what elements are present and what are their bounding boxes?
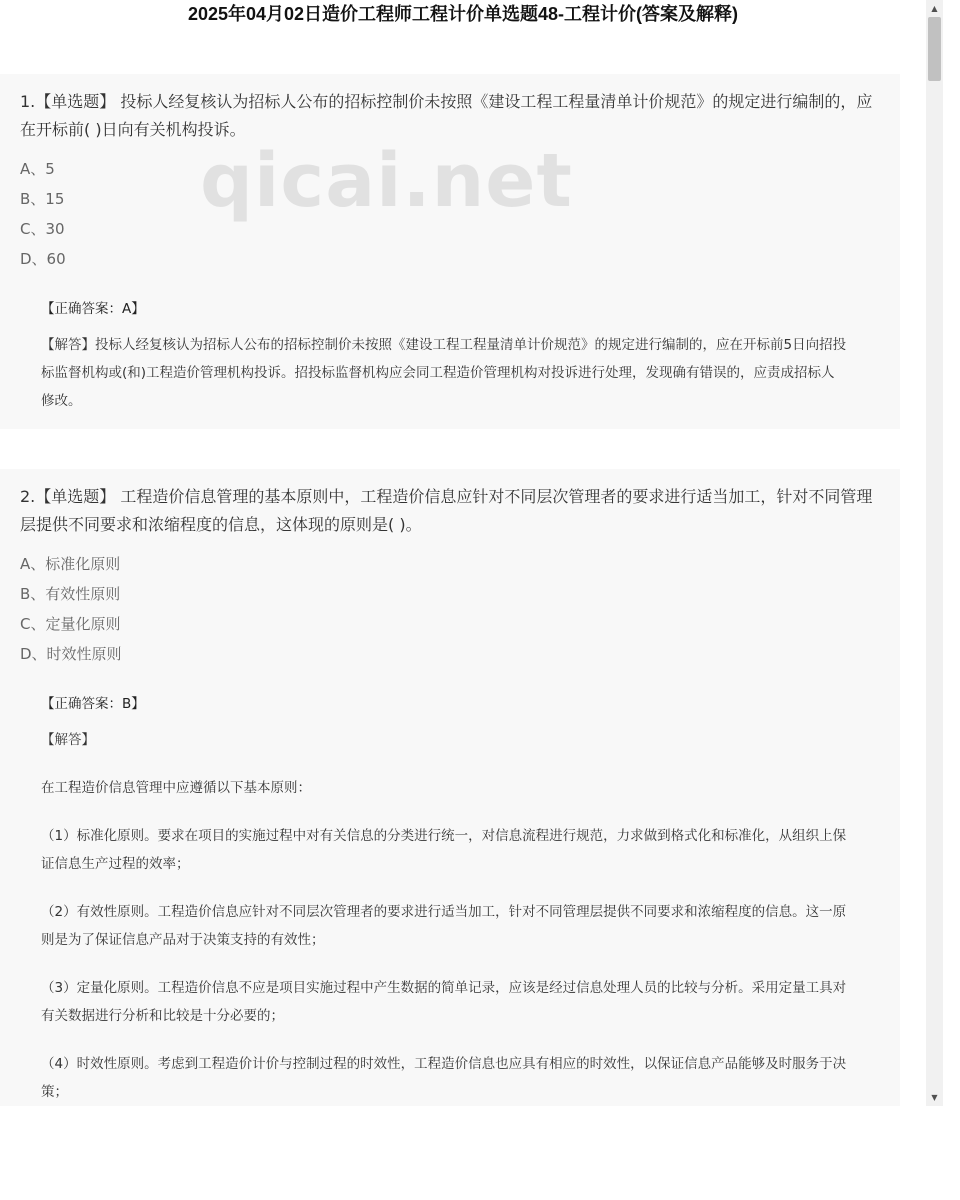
principle-line: （4）时效性原则。考虑到工程造价计价与控制过程的时效性，工程造价信息也应具有相应的时效性，以保证信息产品能够及时服务于决 [41, 1056, 847, 1072]
options-list [20, 154, 878, 274]
page-title: 2025年04月02日造价工程师工程计价单选题48-工程计价(答案及解释) [187, 4, 739, 24]
principle-line: 策； [41, 1084, 68, 1100]
question-card-1 [0, 74, 900, 429]
scroll-up-arrow-icon[interactable]: ▲ [931, 4, 938, 13]
explanation-line: 【解答】投标人经复核认为招标人公布的招标控制价未按照《建设工程工程量清单计价规范》的规定进行编制的，应在开标前5日向招投 [41, 337, 847, 353]
option-b[interactable]: B、有效性原则 [20, 585, 121, 603]
question-text-line-1: 投标人经复核认为招标人公布的招标控制价未按照《建设工程工程量清单计价规范》的规定进行编制的，应 [120, 92, 873, 111]
question-stem [20, 88, 878, 144]
principle-line: （2）有效性原则。工程造价信息应针对不同层次管理者的要求进行适当加工，针对不同管理层提供不同要求和浓缩程度的信息。这一原 [41, 904, 847, 920]
principle-line: 则是为了保证信息产品对于决策支持的有效性； [41, 932, 325, 948]
principle-quantification [41, 974, 878, 1030]
explanation-heading: 【解答】 [41, 732, 95, 748]
question-text-line-2: 层提供不同要求和浓缩程度的信息，这体现的原则是( )。 [20, 515, 422, 534]
option-b[interactable]: B、15 [20, 190, 65, 208]
principle-line: 证信息生产过程的效率； [41, 856, 190, 872]
principle-standardization [41, 822, 878, 878]
question-type: 【单选题】 [35, 92, 116, 111]
principle-line: 有关数据进行分析和比较是十分必要的； [41, 1008, 284, 1024]
explanation-line: 修改。 [41, 393, 82, 409]
question-type: 【单选题】 [35, 487, 116, 506]
option-a[interactable]: A、标准化原则 [20, 555, 121, 573]
question-number: 2. [20, 487, 36, 506]
explanation-intro: 在工程造价信息管理中应遵循以下基本原则： [41, 780, 311, 796]
correct-answer: 【正确答案：A】 [41, 301, 145, 317]
option-c[interactable]: C、30 [20, 220, 65, 238]
option-a[interactable]: A、5 [20, 160, 55, 178]
explanation-line: 标监督机构或(和)工程造价管理机构投诉。招投标监督机构应会同工程造价管理机构对投诉进行处理，发现确有错误的，应责成招标人 [41, 365, 835, 381]
question-stem [20, 483, 878, 539]
options-list [20, 549, 878, 669]
question-number: 1. [20, 92, 36, 111]
question-card-2 [0, 469, 900, 1106]
option-c[interactable]: C、定量化原则 [20, 615, 121, 633]
question-text-line-2: 在开标前( )日向有关机构投诉。 [20, 120, 246, 139]
vertical-scrollbar[interactable] [926, 0, 943, 1106]
question-text-line-1: 工程造价信息管理的基本原则中，工程造价信息应针对不同层次管理者的要求进行适当加工，针对不同管理 [120, 487, 873, 506]
option-d[interactable]: D、60 [20, 250, 66, 268]
explanation [41, 331, 878, 415]
scroll-down-arrow-icon[interactable]: ▼ [931, 1093, 938, 1102]
principle-line: （1）标准化原则。要求在项目的实施过程中对有关信息的分类进行统一，对信息流程进行规范，力求做到格式化和标准化，从组织上保 [41, 828, 847, 844]
principle-effectiveness [41, 898, 878, 954]
principle-timeliness [41, 1050, 878, 1106]
option-d[interactable]: D、时效性原则 [20, 645, 122, 663]
correct-answer: 【正确答案：B】 [41, 696, 145, 712]
principle-line: （3）定量化原则。工程造价信息不应是项目实施过程中产生数据的简单记录，应该是经过信息处理人员的比较与分析。采用定量工具对 [41, 980, 847, 996]
scrollbar-thumb[interactable] [928, 17, 941, 81]
